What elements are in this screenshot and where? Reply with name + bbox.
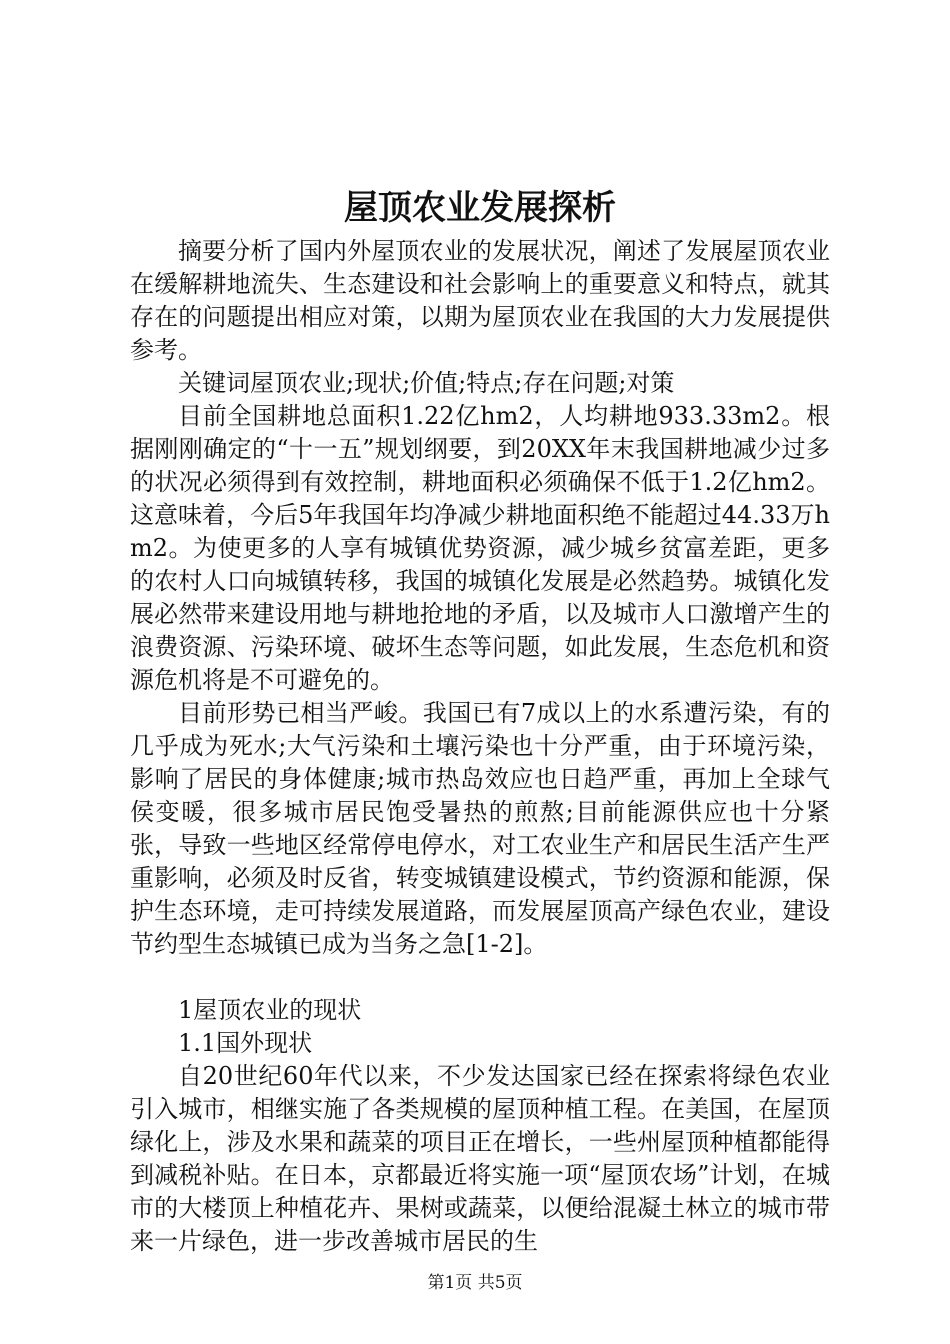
abstract-paragraph: 摘要分析了国内外屋顶农业的发展状况，阐述了发展屋顶农业在缓解耕地流失、生态建设和社会影响上的重要意义和特点，就其存在的问题提出相应对策，以期为屋顶农业在我国的大力发展提供参考。 <box>130 237 830 364</box>
body-paragraph: 目前全国耕地总面积1.22亿hm2，人均耕地933.33m2。根据刚刚确定的“十一五”规划纲要，到20XX年末我国耕地减少过多的状况必须得到有效控制，耕地面积必须确保不低于1.2亿hm2。这意味着，今后5年我国年均净减少耕地面积绝不能超过44.33万hm2。为使更多的人享有城镇优势资源，减少城乡贫富差距，更多的农村人口向城镇转移，我国的城镇化发展是必然趋势。城镇化发展必然带来建设用地与耕地抢地的矛盾，以及城市人口激增产生的浪费资源、污染环境、破坏生态等问题，如此发展，生态危机和资源危机将是不可避免的。 <box>130 402 830 694</box>
document-page <box>130 185 830 1258</box>
body-paragraph: 目前形势已相当严峻。我国已有7成以上的水系遭污染，有的几乎成为死水;大气污染和土壤污染也十分严重，由于环境污染，影响了居民的身体健康;城市热岛效应也日趋严重，再加上全球气侯变暖，很多城市居民饱受暑热的煎熬;目前能源供应也十分紧张，导致一些地区经常停电停水，对工农业生产和居民生活产生严重影响，必须及时反省，转变城镇建设模式，节约资源和能源，保护生态环境，走可持续发展道路，而发展屋顶高产绿色农业，建设节约型生态城镇已成为当务之急[1-2]。 <box>130 699 830 958</box>
page-footer: 第1页 共5页 <box>427 1273 523 1293</box>
section-heading: 1屋顶农业的现状 <box>178 996 362 1024</box>
keywords-paragraph: 关键词屋顶农业;现状;价值;特点;存在问题;对策 <box>178 369 675 397</box>
section-paragraph: 自20世纪60年代以来，不少发达国家已经在探索将绿色农业引入城市，相继实施了各类规模的屋顶种植工程。在美国，在屋顶绿化上，涉及水果和蔬菜的项目正在增长，一些州屋顶种植都能得到减税补贴。在日本，京都最近将实施一项“屋顶农场”计划，在城市的大楼顶上种植花卉、果树或蔬菜，以便给混凝土林立的城市带来一片绿色，进一步改善城市居民的生 <box>130 1062 830 1255</box>
subsection-heading: 1.1国外现状 <box>178 1029 313 1057</box>
paragraph-gap <box>130 961 830 994</box>
document-title: 屋顶农业发展探析 <box>344 188 616 228</box>
